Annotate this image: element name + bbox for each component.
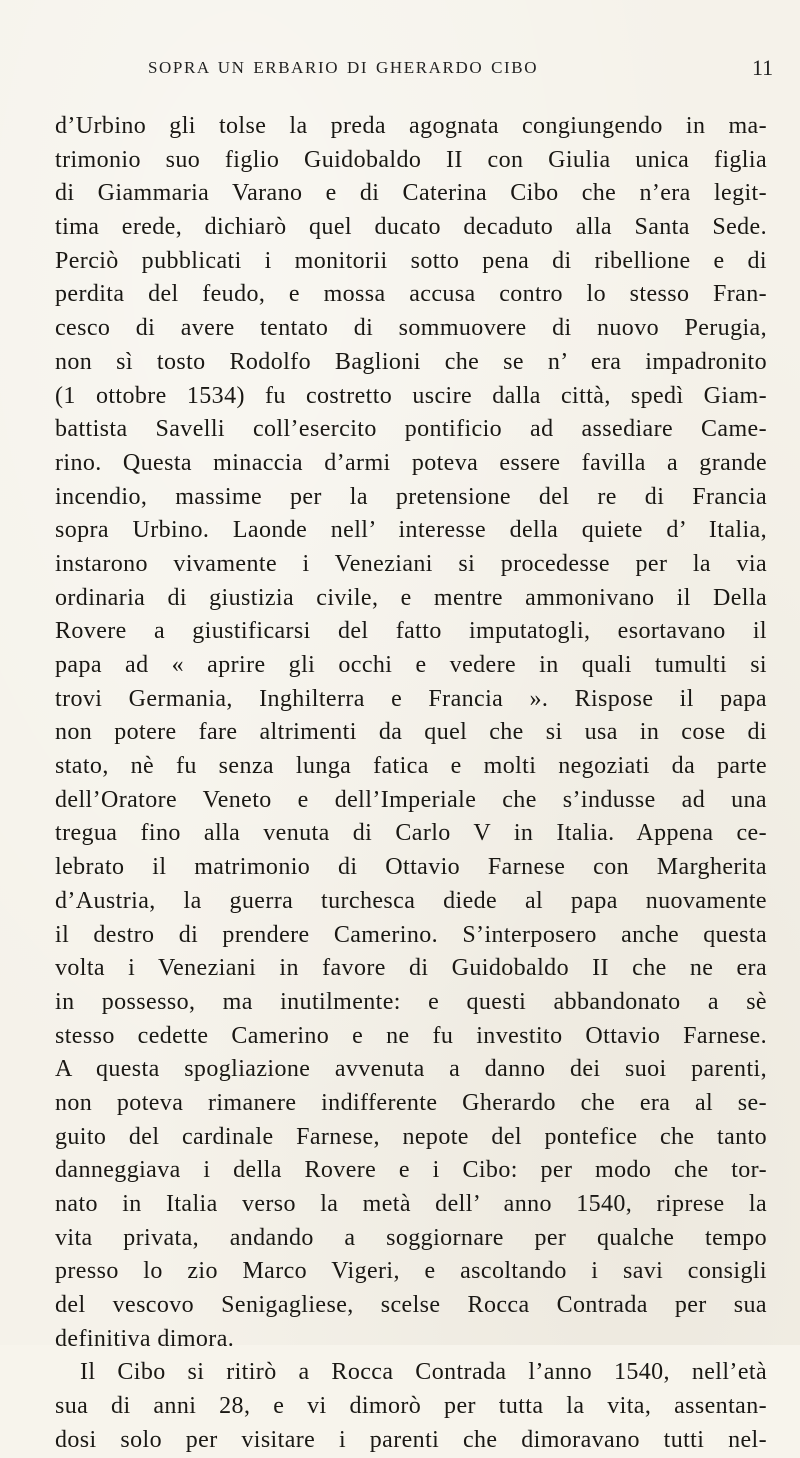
page-number: 11	[752, 55, 774, 80]
running-head	[0, 55, 800, 88]
text-line: sua di anni 28, e vi dimorò per tutta la vita, assentan-	[55, 1393, 767, 1420]
text-line: d’Austria, la guerra turchesca diede al papa nuovamente	[55, 887, 767, 914]
text-line: non sì tosto Rodolfo Baglioni che se n’ era impadronito	[55, 348, 767, 375]
text-line: trimonio suo figlio Guidobaldo II con Giulia unica figlia	[55, 146, 767, 173]
text-line: ordinaria di giustizia civile, e mentre ammonivano il Della	[55, 584, 767, 611]
text-line: presso lo zio Marco Vigeri, e ascoltando i savi consigli	[55, 1258, 767, 1285]
text-line: guito del cardinale Farnese, nepote del pontefice che tanto	[55, 1123, 767, 1150]
text-line: battista Savelli coll’esercito pontificio ad assediare Came-	[55, 416, 767, 443]
text-line: stesso cedette Camerino e ne fu investito Ottavio Farnese.	[55, 1022, 767, 1049]
text-line: nato in Italia verso la metà dell’ anno 1540, riprese la	[55, 1191, 767, 1217]
text-line: non poteva rimanere indifferente Gherardo che era al se-	[55, 1089, 767, 1116]
text-line-paragraph-end: definitiva dimora.	[55, 1325, 235, 1352]
text-line: Rovere a giustificarsi del fatto imputatogli, esortavano il	[55, 618, 767, 645]
text-line: in possesso, ma inutilmente: e questi abbandonato a sè	[55, 988, 767, 1015]
text-line: Perciò pubblicati i monitorii sotto pena di ribellione e di	[55, 247, 767, 274]
text-line: lebrato il matrimonio di Ottavio Farnese con Margherita	[55, 854, 767, 881]
text-line: tregua fino alla venuta di Carlo V in Italia. Appena ce-	[55, 820, 767, 847]
text-line: d’Urbino gli tolse la preda agognata congiungendo in ma-	[55, 113, 767, 139]
text-line: non potere fare altrimenti da quel che si usa in cose di	[55, 719, 767, 746]
text-line: dosi solo per visitare i parenti che dimoravano tutti nel-	[55, 1426, 767, 1453]
text-line-paragraph-start: Il Cibo si ritirò a Rocca Contrada l’anno 1540, nell’età	[80, 1359, 767, 1386]
text-line: danneggiava i della Rovere e i Cibo: per modo che tor-	[55, 1157, 767, 1184]
text-line: rino. Questa minaccia d’armi poteva essere favilla a grande	[55, 449, 767, 476]
text-line: incendio, massime per la pretensione del re di Francia	[55, 483, 767, 510]
text-line: trovi Germania, Inghilterra e Francia ». Rispose il papa	[55, 685, 767, 712]
text-line: di Giammaria Varano e di Caterina Cibo che n’era legit-	[55, 180, 767, 207]
text-line: vita privata, andando a soggiornare per qualche tempo	[55, 1224, 767, 1251]
text-line: (1 ottobre 1534) fu costretto uscire dalla città, spedì Giam-	[55, 382, 767, 409]
text-line: volta i Veneziani in favore di Guidobaldo II che ne era	[55, 955, 767, 982]
text-line: tima erede, dichiarò quel ducato decaduto alla Santa Sede.	[55, 214, 767, 241]
body-text	[55, 110, 767, 1458]
text-line: il destro di prendere Camerino. S’interposero anche questa	[55, 921, 767, 948]
text-line: dell’Oratore Veneto e dell’Imperiale che s’indusse ad una	[55, 786, 767, 813]
text-line: cesco di avere tentato di sommuovere di nuovo Perugia,	[55, 315, 767, 342]
running-title: SOPRA UN ERBARIO DI GHERARDO CIBO	[148, 58, 539, 77]
text-line: instarono vivamente i Veneziani si procedesse per la via	[55, 550, 767, 577]
text-line: sopra Urbino. Laonde nell’ interesse della quiete d’ Italia,	[55, 517, 767, 544]
text-line: del vescovo Senigagliese, scelse Rocca Contrada per sua	[55, 1292, 767, 1319]
text-line: papa ad « aprire gli occhi e vedere in quali tumulti si	[55, 652, 767, 678]
text-line: stato, nè fu senza lunga fatica e molti negoziati da parte	[55, 753, 767, 780]
text-line: perdita del feudo, e mossa accusa contro lo stesso Fran-	[55, 281, 767, 308]
text-line: A questa spogliazione avvenuta a danno dei suoi parenti,	[55, 1056, 767, 1083]
